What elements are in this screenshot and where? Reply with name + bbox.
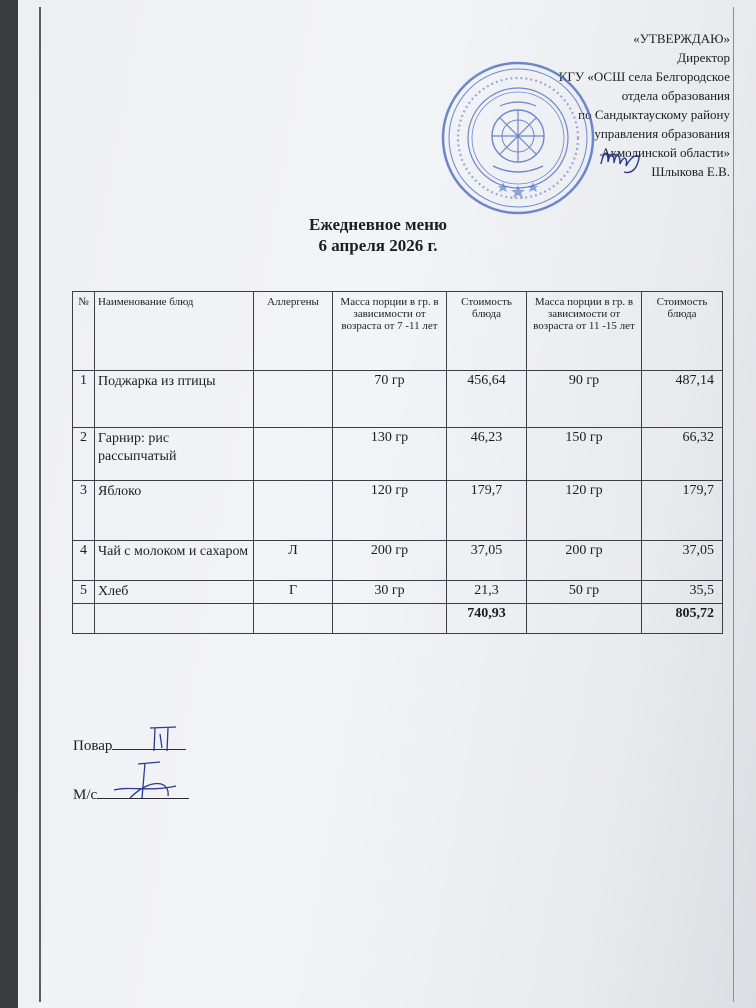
row-dish-name: Чай с молоком и сахаром — [95, 541, 254, 581]
approval-org-line: КГУ «ОСШ села Белгородское — [558, 69, 730, 84]
table-row — [73, 371, 723, 428]
row-dish-name: Поджарка из птицы — [95, 371, 254, 428]
total-cost-7-11: 740,93 — [447, 604, 527, 634]
row-cost-7-11: 37,05 — [447, 541, 527, 581]
table-row — [73, 428, 723, 481]
row-num: 3 — [73, 481, 95, 541]
row-mass-7-11: 70 гр — [333, 371, 447, 428]
row-cost-11-15: 179,7 — [642, 481, 723, 541]
header-dish-name: Наименование блюд — [95, 292, 254, 371]
row-allergen — [254, 428, 333, 481]
row-dish-name: Гарнир: рис рассыпчатый — [95, 428, 254, 481]
approval-signer: Шлыкова Е.В. — [651, 164, 730, 179]
row-dish-name: Яблоко — [95, 481, 254, 541]
nurse-label: М/с — [73, 787, 98, 803]
row-allergen: Г — [254, 581, 333, 604]
row-mass-11-15: 200 гр — [527, 541, 642, 581]
approval-heading: «УТВЕРЖДАЮ» — [633, 31, 730, 46]
cook-label: Повар — [73, 738, 113, 754]
header-allergens: Аллергены — [254, 292, 333, 371]
row-cost-11-15: 35,5 — [642, 581, 723, 604]
row-mass-7-11: 130 гр — [333, 428, 447, 481]
row-mass-7-11: 200 гр — [333, 541, 447, 581]
approval-org-line: Акмолинской области» — [601, 145, 730, 160]
table-header-row — [73, 292, 723, 371]
row-mass-11-15: 90 гр — [527, 371, 642, 428]
row-num: 4 — [73, 541, 95, 581]
total-cost-11-15: 805,72 — [642, 604, 723, 634]
row-cost-7-11: 21,3 — [447, 581, 527, 604]
director-signature-icon — [598, 146, 650, 176]
table-row — [73, 541, 723, 581]
row-allergen — [254, 371, 333, 428]
nurse-initial-icon — [110, 758, 180, 804]
approval-org-line: по Сандыктаускому району — [578, 107, 730, 122]
row-cost-7-11: 456,64 — [447, 371, 527, 428]
row-cost-7-11: 46,23 — [447, 428, 527, 481]
header-num: № — [73, 292, 95, 371]
table-row — [73, 581, 723, 604]
document-date: 6 апреля 2026 г. — [318, 236, 438, 255]
row-num: 1 — [73, 371, 95, 428]
table-row — [73, 481, 723, 541]
row-allergen: Л — [254, 541, 333, 581]
cook-initial-icon — [146, 724, 182, 754]
row-mass-11-15: 120 гр — [527, 481, 642, 541]
row-num: 2 — [73, 428, 95, 481]
header-cost-7-11: Стоимость блюда — [447, 292, 527, 371]
header-mass-7-11: Масса порции в гр. в зависимости от возраста от 7 -11 лет — [333, 292, 447, 371]
document-title: Ежедневное меню — [309, 215, 447, 234]
row-mass-11-15: 150 гр — [527, 428, 642, 481]
row-cost-11-15: 487,14 — [642, 371, 723, 428]
row-cost-11-15: 66,32 — [642, 428, 723, 481]
approval-org-line: управления образования — [594, 126, 730, 141]
row-cost-11-15: 37,05 — [642, 541, 723, 581]
row-mass-11-15: 50 гр — [527, 581, 642, 604]
header-mass-11-15: Масса порции в гр. в зависимости от возраста от 11 -15 лет — [527, 292, 642, 371]
header-cost-11-15: Стоимость блюда — [642, 292, 723, 371]
row-num: 5 — [73, 581, 95, 604]
row-allergen — [254, 481, 333, 541]
row-cost-7-11: 179,7 — [447, 481, 527, 541]
row-dish-name: Хлеб — [95, 581, 254, 604]
approval-org-line: отдела образования — [621, 88, 730, 103]
row-mass-7-11: 120 гр — [333, 481, 447, 541]
totals-row — [73, 604, 723, 634]
approval-position: Директор — [677, 50, 730, 65]
row-mass-7-11: 30 гр — [333, 581, 447, 604]
menu-table — [72, 291, 723, 634]
seal-stamp-icon — [438, 58, 598, 218]
